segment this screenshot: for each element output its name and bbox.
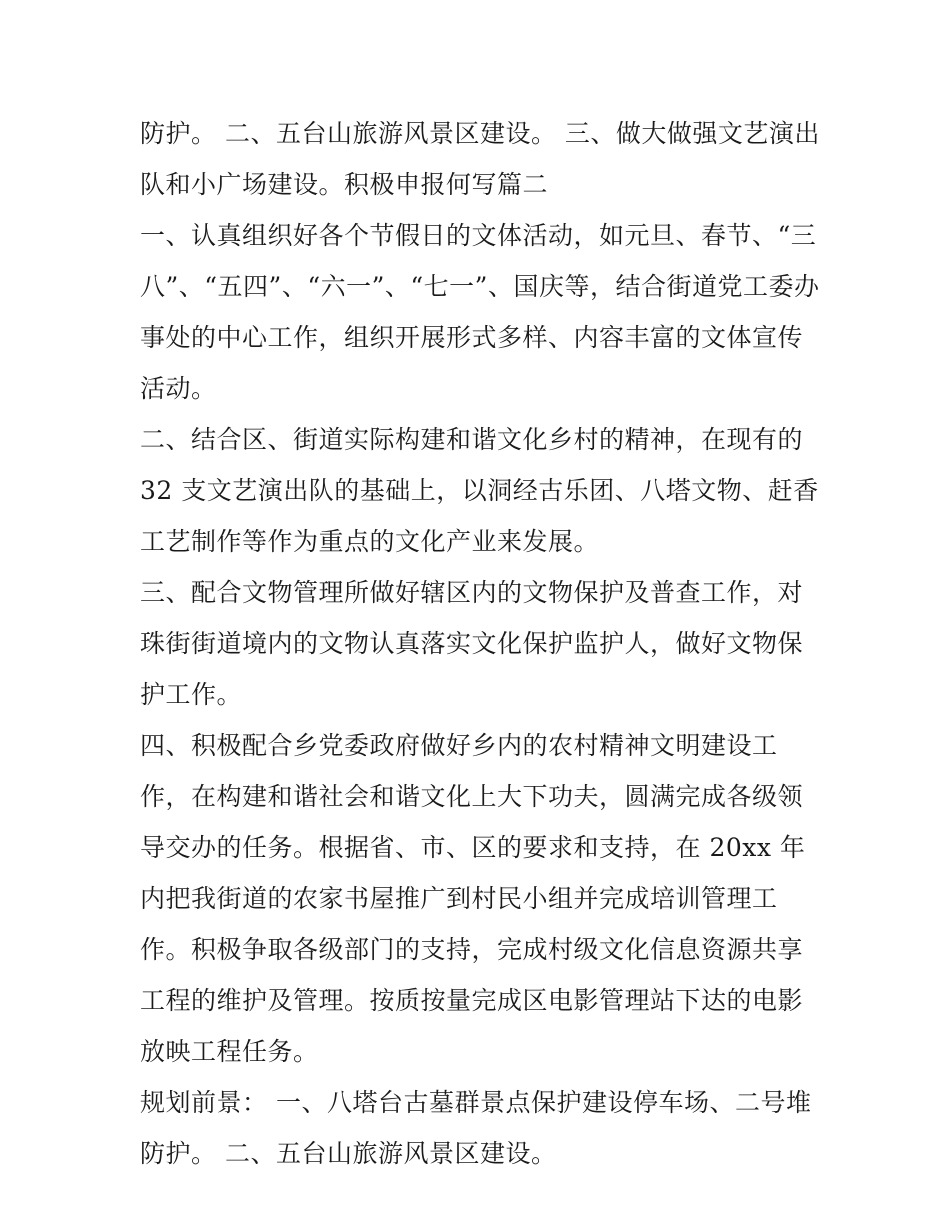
- paragraph-3: 二、结合区、街道实际构建和谐文化乡村的精神，在现有的 32 支文艺演出队的基础上，以洞经古乐团、八塔文物、赶香工艺制作等作为重点的文化产业来发展。: [140, 425, 819, 556]
- paragraph-1: 防护。 二、五台山旅游风景区建设。 三、做大做强文艺演出队和小广场建设。积极申报何写篇二: [140, 119, 820, 199]
- document-body: [140, 108, 820, 1179]
- paragraph-5: 四、积极配合乡党委政府做好乡内的农村精神文明建设工作，在构建和谐社会和谐文化上大下功夫，圆满完成各级领导交办的任务。根据省、市、区的要求和支持，在 20xx 年内把我街道的农家书屋推广到村民小组并完成培训管理工作。积极争取各级部门的支持，完成村级文化信息资源共享工程的维护及管理。按质按量完成区电影管理站下达的电影放映工程任务。: [140, 731, 806, 1066]
- paragraph-6: 规划前景： 一、八塔台古墓群景点保护建设停车场、二号堆防护。 二、五台山旅游风景区建设。: [140, 1088, 812, 1168]
- paragraph-4: 三、配合文物管理所做好辖区内的文物保护及普查工作，对珠街街道境内的文物认真落实文化保护监护人，做好文物保护工作。: [140, 578, 804, 709]
- paragraph-2: 一、认真组织好各个节假日的文体活动，如元旦、春节、“三八”、“五四”、“六一”、“七一”、国庆等，结合街道党工委办事处的中心工作，组织开展形式多样、内容丰富的文体宣传活动。: [140, 221, 820, 403]
